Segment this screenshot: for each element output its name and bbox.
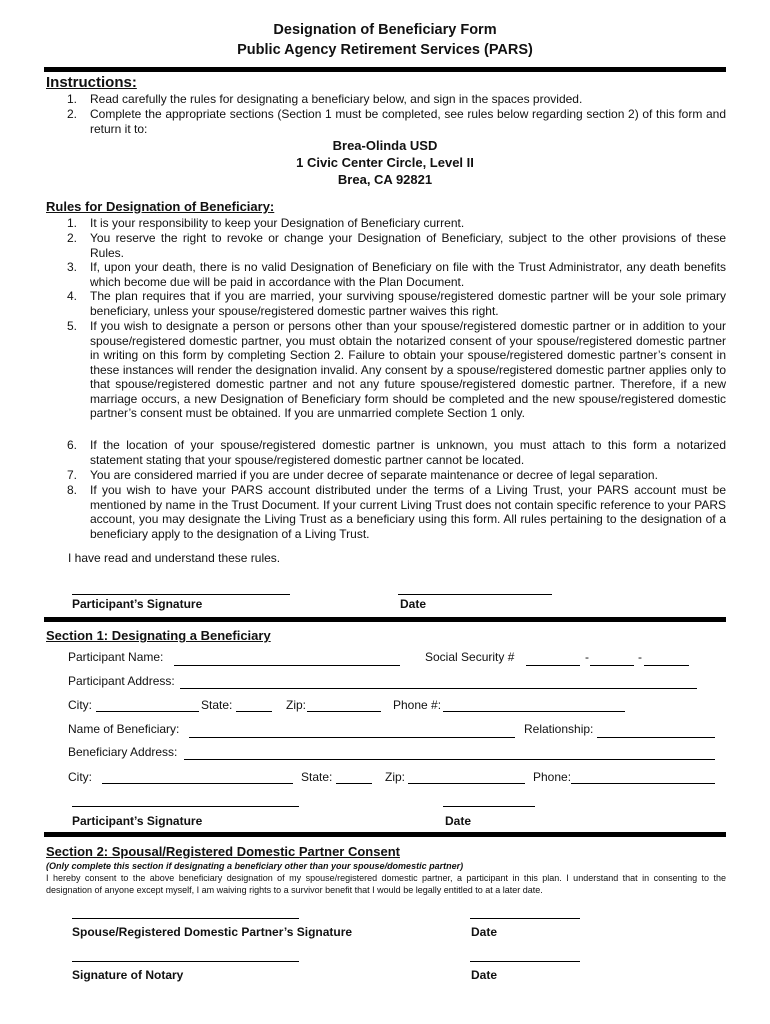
form-title: Designation of Beneficiary Form [273, 22, 497, 38]
return-address-line-2: 1 Civic Center Circle, Level II [296, 155, 474, 170]
section1-date-label: Date [445, 814, 472, 828]
section1-signature-label: Participant’s Signature [72, 814, 203, 828]
city-label: City: [68, 698, 92, 712]
state-label: State: [201, 698, 233, 712]
participant-address-field[interactable] [180, 688, 697, 689]
phone-label: Phone #: [393, 698, 442, 712]
date-label: Date [400, 597, 427, 611]
ssn-field-1[interactable] [526, 665, 580, 666]
rule-text: If the location of your spouse/registered domestic partner is unknown, you must attach to this form a notarized statement stating that your spouse/registered domestic partner cannot be located. [90, 438, 726, 467]
beneficiary-phone-label: Phone: [533, 770, 572, 784]
return-address-line-1: Brea-Olinda USD [332, 138, 438, 153]
rule-text: The plan requires that if you are married, your surviving spouse/registered domestic partner will be your sole primary beneficiary, unless your spouse/registered domestic partner waives this right. [90, 289, 726, 318]
participant-address-label: Participant Address: [68, 674, 175, 688]
zip-field[interactable] [307, 711, 381, 712]
rule-text: If you wish to designate a person or persons other than your spouse/registered domestic partner or in addition to your spouse/registered domestic partner, you must obtain the notarized consent of your spouse/registered domestic partner in writing on this form by completing Section 2. Failure to obtain your spouse/registered domestic partner’s consent in these instances will render the designation invalid. Any consent by a spouse/registered domestic partner applies only to that spouse/registered domestic partner and not any future spouse/registered domestic partner. Therefore, if a new marriage occurs, a new Designation of Beneficiary form should be completed and the new spouse/registered domestic partner’s consent must be obtained. If you are unmarried complete Section 1 only. [90, 319, 726, 420]
section1-heading: Section 1: Designating a Beneficiary [46, 628, 271, 643]
form-subtitle: Public Agency Retirement Services (PARS) [237, 42, 533, 58]
spouse-date-label: Date [471, 925, 498, 939]
rule-number: 2. [67, 231, 78, 245]
notary-date-label: Date [471, 968, 498, 982]
section2-consent-text: I hereby consent to the above beneficiary designation of my spouse/registered domestic partner, a participant in this plan. I understand that in consenting to the designation of anyone except myself, I am waiving rights to a survivor benefit that I would be legally entitled to at a later date. [46, 873, 726, 895]
ssn-dash: - [638, 650, 642, 664]
beneficiary-state-label: State: [301, 770, 333, 784]
notary-signature-line[interactable] [72, 961, 299, 962]
ssn-field-2[interactable] [590, 665, 634, 666]
instructions-heading: Instructions: [46, 74, 137, 91]
participant-signature-line[interactable] [72, 594, 290, 595]
return-address-line-3: Brea, CA 92821 [337, 172, 433, 187]
rule-number: 8. [67, 483, 78, 497]
date-line[interactable] [398, 594, 552, 595]
beneficiary-zip-label: Zip: [385, 770, 406, 784]
beneficiary-name-label: Name of Beneficiary: [68, 722, 180, 736]
section-rule [44, 617, 726, 622]
phone-field[interactable] [443, 711, 625, 712]
section1-date-line[interactable] [443, 806, 535, 807]
beneficiary-city-label: City: [68, 770, 92, 784]
beneficiary-address-field[interactable] [184, 759, 715, 760]
spouse-signature-line[interactable] [72, 918, 299, 919]
ssn-field-3[interactable] [644, 665, 689, 666]
state-field[interactable] [236, 711, 272, 712]
participant-signature-label: Participant’s Signature [72, 597, 203, 611]
notary-date-line[interactable] [470, 961, 580, 962]
rule-text: If, upon your death, there is no valid Designation of Beneficiary on file with the Trust Administrator, any death benefits which become due will be paid in accordance with the Plan Document. [90, 260, 726, 289]
instruction-number: 1. [67, 92, 78, 106]
rule-number: 4. [67, 289, 78, 303]
section2-note: (Only complete this section if designating a beneficiary other than your spouse/domestic partner) [46, 861, 464, 871]
notary-signature-label: Signature of Notary [72, 968, 184, 982]
rules-heading: Rules for Designation of Beneficiary: [46, 199, 275, 214]
ssn-label: Social Security # [425, 650, 515, 664]
section-rule [44, 832, 726, 837]
beneficiary-state-field[interactable] [336, 783, 372, 784]
beneficiary-address-label: Beneficiary Address: [68, 745, 178, 759]
rule-number: 5. [67, 319, 78, 333]
section1-signature-line[interactable] [72, 806, 299, 807]
participant-name-label: Participant Name: [68, 650, 164, 664]
ssn-dash: - [585, 650, 589, 664]
instruction-number: 2. [67, 107, 78, 121]
city-field[interactable] [96, 711, 199, 712]
rule-text: You are considered married if you are under decree of separate maintenance or decree of legal separation. [90, 468, 658, 482]
rule-number: 1. [67, 216, 78, 230]
beneficiary-phone-field[interactable] [571, 783, 715, 784]
relationship-field[interactable] [597, 737, 715, 738]
beneficiary-name-field[interactable] [189, 737, 515, 738]
section2-heading: Section 2: Spousal/Registered Domestic Partner Consent [46, 844, 400, 859]
participant-name-field[interactable] [174, 665, 400, 666]
instruction-text: Read carefully the rules for designating a beneficiary below, and sign in the spaces provided. [90, 92, 583, 106]
zip-label: Zip: [286, 698, 307, 712]
rule-number: 3. [67, 260, 78, 274]
rule-text: You reserve the right to revoke or change your Designation of Beneficiary, subject to the other provisions of these Rules. [90, 231, 726, 260]
spouse-signature-label: Spouse/Registered Domestic Partner’s Signature [72, 925, 353, 939]
acknowledge-text: I have read and understand these rules. [68, 551, 281, 565]
rule-number: 7. [67, 468, 78, 482]
beneficiary-zip-field[interactable] [408, 783, 525, 784]
beneficiary-city-field[interactable] [102, 783, 293, 784]
instruction-text: Complete the appropriate sections (Section 1 must be completed, see rules below regarding section 2) of this form and return it to: [90, 107, 726, 136]
relationship-label: Relationship: [524, 722, 594, 736]
header-rule [44, 67, 726, 72]
spouse-date-line[interactable] [470, 918, 580, 919]
rule-text: It is your responsibility to keep your Designation of Beneficiary current. [90, 216, 465, 230]
rule-text: If you wish to have your PARS account distributed under the terms of a Living Trust, your PARS account must be mentioned by name in the Trust Document. If your current Living Trust does not contain specific reference to your PARS account, you may designate the Living Trust as a beneficiary using this form. All rules pertaining to the designation of a beneficiary apply to the designation of a Living Trust. [90, 483, 726, 541]
rule-number: 6. [67, 438, 78, 452]
